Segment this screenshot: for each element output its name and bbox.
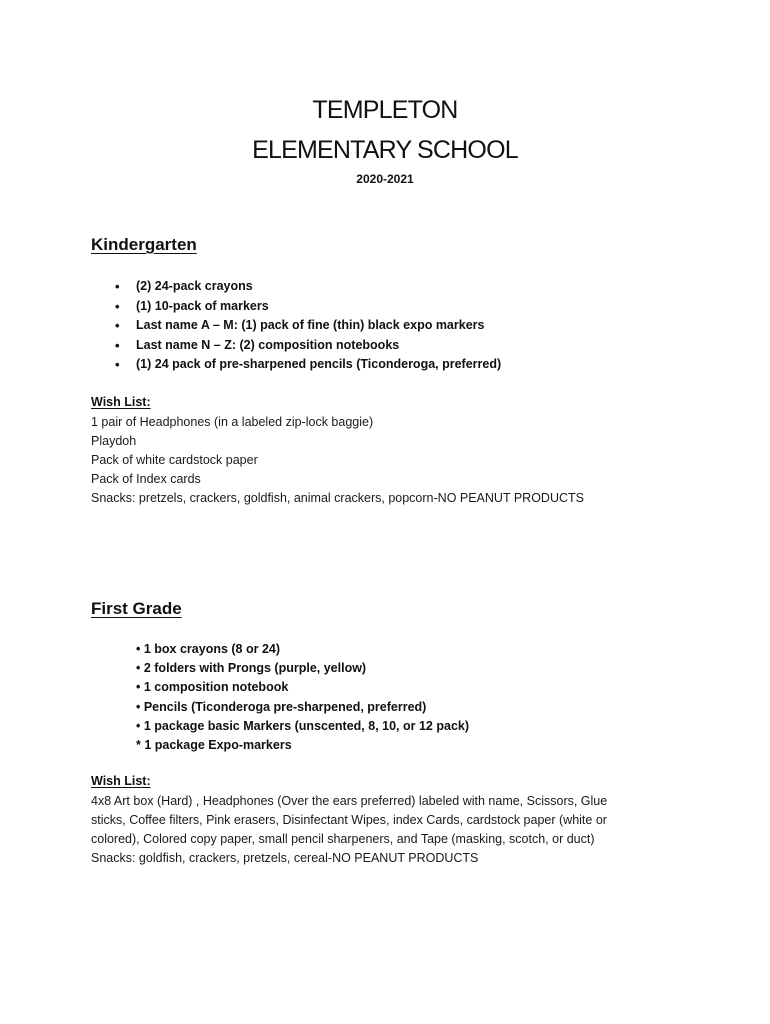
paragraph-line: colored), Colored copy paper, small pencil sharpeners, and Tape (masking, scotch, or duct) bbox=[91, 832, 595, 846]
school-name-line-2: ELEMENTARY SCHOOL bbox=[252, 136, 518, 164]
paragraph-line: 4x8 Art box (Hard) , Headphones (Over the ears preferred) labeled with name, Scissors, Glue bbox=[91, 794, 608, 808]
list-item: • 1 package basic Markers (unscented, 8, 10, or 12 pack) bbox=[136, 718, 470, 733]
list-item: 1 pair of Headphones (in a labeled zip-lock baggie) bbox=[91, 415, 374, 429]
list-item: Pack of white cardstock paper bbox=[91, 453, 258, 467]
list-item: Playdoh bbox=[91, 434, 137, 448]
first-grade-heading: First Grade bbox=[91, 599, 182, 618]
list-item: • 1 box crayons (8 or 24) bbox=[136, 642, 281, 656]
list-item: * 1 package Expo-markers bbox=[136, 737, 292, 752]
list-item: • Last name A – M: (1) pack of fine (thin) black expo markers bbox=[136, 316, 501, 336]
list-item: Pack of Index cards bbox=[91, 472, 201, 486]
school-name-line-1: TEMPLETON bbox=[312, 96, 458, 124]
list-item: • (1) 24 pack of pre-sharpened pencils (Ticonderoga, preferred) bbox=[136, 355, 501, 375]
paragraph-line: sticks, Coffee filters, Pink erasers, Disinfectant Wipes, index Cards, cardstock paper (white or bbox=[91, 813, 607, 827]
kindergarten-wish-list bbox=[91, 413, 584, 508]
kindergarten-heading: Kindergarten bbox=[91, 235, 197, 254]
first-grade-wish-list bbox=[91, 792, 681, 868]
first-grade-wish-list-label: Wish List: bbox=[91, 774, 151, 788]
list-item: • 2 folders with Prongs (purple, yellow) bbox=[136, 661, 367, 676]
list-item: • (1) 10-pack of markers bbox=[136, 297, 501, 317]
paragraph-line: Snacks: goldfish, crackers, pretzels, cereal-NO PEANUT PRODUCTS bbox=[91, 851, 479, 865]
list-item: • Last name N – Z: (2) composition notebooks bbox=[136, 336, 501, 356]
school-year: 2020-2021 bbox=[356, 172, 414, 186]
list-item: • Pencils (Ticonderoga pre-sharpened, preferred) bbox=[136, 699, 427, 714]
kindergarten-wish-list-label: Wish List: bbox=[91, 395, 151, 409]
kindergarten-supply-list bbox=[136, 277, 501, 375]
list-item: • (2) 24-pack crayons bbox=[136, 277, 501, 297]
list-item: • 1 composition notebook bbox=[136, 680, 289, 695]
first-grade-supply-list bbox=[136, 640, 469, 755]
list-item: Snacks: pretzels, crackers, goldfish, animal crackers, popcorn-NO PEANUT PRODUCTS bbox=[91, 491, 584, 505]
